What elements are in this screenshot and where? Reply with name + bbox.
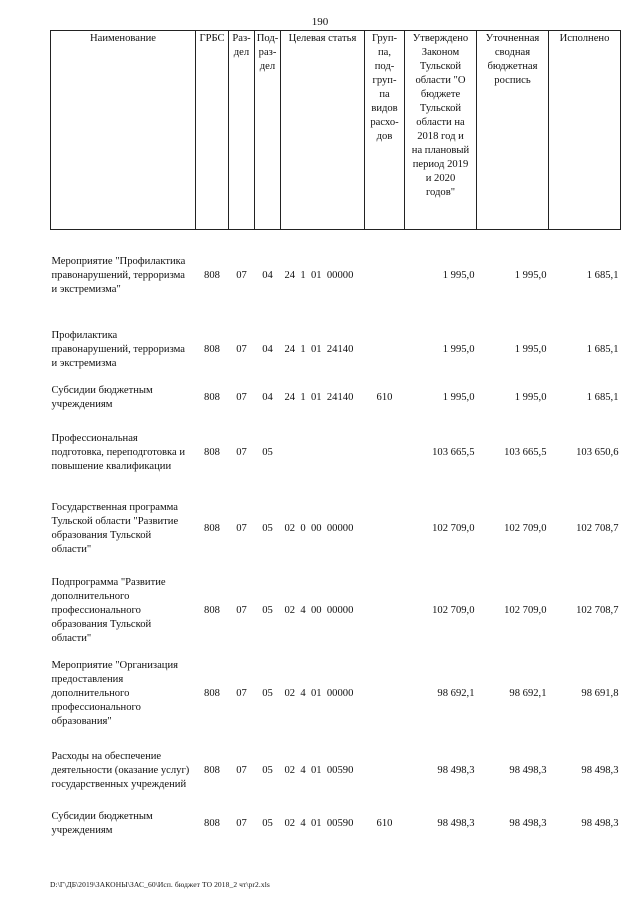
row-razdel: 07	[236, 764, 247, 776]
row-celevaya-statya: 02 4 01 00590	[284, 817, 354, 829]
row-name: Профессиональная подготовка, переподготовка и повышение квалификации	[51, 432, 186, 472]
row-vid-rashodov	[365, 736, 405, 806]
header-vid-rashodov: Груп- па, под- груп- па видов расхо- дов	[365, 31, 405, 230]
row-celevaya-statya: 02 4 00 00000	[284, 604, 354, 616]
row-utverzhdeno: 98 692,1	[437, 687, 475, 699]
row-grbs: 808	[204, 817, 220, 829]
row-utochnennaya: 103 665,5	[504, 446, 547, 458]
row-grbs: 808	[204, 269, 220, 281]
row-celevaya-statya: 02 4 01 00590	[284, 764, 354, 776]
row-razdel: 07	[236, 522, 247, 534]
row-podrazdel: 05	[262, 522, 273, 534]
table-row	[51, 806, 621, 842]
row-ispolneno: 98 498,3	[581, 817, 619, 829]
row-utverzhdeno: 102 709,0	[432, 604, 475, 616]
row-razdel: 07	[236, 687, 247, 699]
row-utverzhdeno: 1 995,0	[442, 343, 475, 355]
table-row	[51, 652, 621, 736]
header-celevaya-statya: Целевая статья	[281, 31, 365, 230]
row-razdel: 07	[236, 269, 247, 281]
row-name: Профилактика правонарушений, терроризма и экстремизма	[51, 329, 185, 369]
header-razdel: Раз- дел	[229, 31, 255, 230]
row-podrazdel: 04	[262, 391, 273, 403]
table-row	[51, 378, 621, 418]
row-celevaya-statya: 02 0 00 00000	[284, 522, 354, 534]
header-podrazdel: Под- раз- дел	[255, 31, 281, 230]
row-name: Государственная программа Тульской области "Развитие образования Тульской области"	[51, 501, 179, 555]
row-ispolneno: 98 691,8	[581, 687, 619, 699]
row-name: Мероприятие "Профилактика правонарушений, терроризма и экстремизма"	[51, 255, 186, 295]
budget-table	[50, 30, 621, 842]
row-celevaya-statya: 24 1 01 24140	[284, 391, 354, 403]
header-utochnennaya: Уточненная сводная бюджетная роспись	[477, 31, 549, 230]
page-number: 190	[311, 16, 329, 28]
row-ispolneno: 1 685,1	[586, 391, 619, 403]
row-grbs: 808	[204, 391, 220, 403]
row-celevaya-statya: 24 1 01 00000	[284, 269, 354, 281]
row-razdel: 07	[236, 343, 247, 355]
row-celevaya-statya: 24 1 01 24140	[284, 343, 354, 355]
row-vid-rashodov: 610	[376, 817, 393, 829]
row-vid-rashodov	[365, 418, 405, 488]
row-grbs: 808	[204, 343, 220, 355]
row-name: Субсидии бюджетным учреждениям	[51, 384, 153, 410]
row-utochnennaya: 102 709,0	[504, 604, 547, 616]
row-podrazdel: 04	[262, 343, 273, 355]
row-podrazdel: 04	[262, 269, 273, 281]
row-utochnennaya: 1 995,0	[514, 343, 547, 355]
row-utochnennaya: 1 995,0	[514, 269, 547, 281]
row-razdel: 07	[236, 446, 247, 458]
row-vid-rashodov	[365, 230, 405, 322]
row-ispolneno: 102 708,7	[576, 604, 619, 616]
row-utverzhdeno: 1 995,0	[442, 391, 475, 403]
header-ispolneno: Исполнено	[549, 31, 621, 230]
row-grbs: 808	[204, 764, 220, 776]
row-podrazdel: 05	[262, 764, 273, 776]
table-header-row	[51, 31, 621, 230]
row-grbs: 808	[204, 687, 220, 699]
row-celevaya-statya: 02 4 01 00000	[284, 687, 354, 699]
row-vid-rashodov	[365, 570, 405, 652]
row-utverzhdeno: 98 498,3	[437, 764, 475, 776]
row-name: Расходы на обеспечение деятельности (оказание услуг) государственных учреждений	[51, 750, 190, 790]
header-utverzhdeno: Утверждено Законом Тульской области "О бюджете Тульской области на 2018 год и на плановый период 2019 и 2020 годов"	[405, 31, 477, 230]
table-row	[51, 570, 621, 652]
row-utverzhdeno: 103 665,5	[432, 446, 475, 458]
table-row	[51, 488, 621, 570]
row-ispolneno: 102 708,7	[576, 522, 619, 534]
row-utochnennaya: 98 692,1	[509, 687, 547, 699]
row-grbs: 808	[204, 522, 220, 534]
row-grbs: 808	[204, 446, 220, 458]
row-podrazdel: 05	[262, 604, 273, 616]
row-vid-rashodov	[365, 488, 405, 570]
row-name: Мероприятие "Организация предоставления дополнительного профессионального образования"	[51, 659, 178, 727]
row-ispolneno: 103 650,6	[576, 446, 619, 458]
row-razdel: 07	[236, 604, 247, 616]
footer-file-path: D:\Г\ДБ\2019\ЗАКОНЫ\ЗАС_60\Исп. бюджет ТО 2018_2 чт\pr2.xls	[50, 880, 270, 889]
row-razdel: 07	[236, 391, 247, 403]
row-utochnennaya: 98 498,3	[509, 817, 547, 829]
table-row	[51, 230, 621, 322]
row-ispolneno: 1 685,1	[586, 343, 619, 355]
row-razdel: 07	[236, 817, 247, 829]
row-podrazdel: 05	[262, 687, 273, 699]
row-celevaya-statya	[281, 418, 365, 488]
table-row	[51, 322, 621, 378]
table-row	[51, 418, 621, 488]
row-ispolneno: 1 685,1	[586, 269, 619, 281]
header-grbs: ГРБС	[196, 31, 229, 230]
row-vid-rashodov	[365, 652, 405, 736]
row-ispolneno: 98 498,3	[581, 764, 619, 776]
row-vid-rashodov	[365, 322, 405, 378]
header-name: Наименование	[51, 31, 196, 230]
row-name: Подпрограмма "Развитие дополнительного профессионального образования Тульской области"	[51, 576, 166, 644]
row-utverzhdeno: 102 709,0	[432, 522, 475, 534]
row-name: Субсидии бюджетным учреждениям	[51, 810, 153, 836]
row-utverzhdeno: 98 498,3	[437, 817, 475, 829]
row-utochnennaya: 98 498,3	[509, 764, 547, 776]
row-podrazdel: 05	[262, 817, 273, 829]
row-podrazdel: 05	[262, 446, 273, 458]
row-utochnennaya: 1 995,0	[514, 391, 547, 403]
row-vid-rashodov: 610	[376, 391, 393, 403]
table-row	[51, 736, 621, 806]
row-utverzhdeno: 1 995,0	[442, 269, 475, 281]
row-grbs: 808	[204, 604, 220, 616]
row-utochnennaya: 102 709,0	[504, 522, 547, 534]
